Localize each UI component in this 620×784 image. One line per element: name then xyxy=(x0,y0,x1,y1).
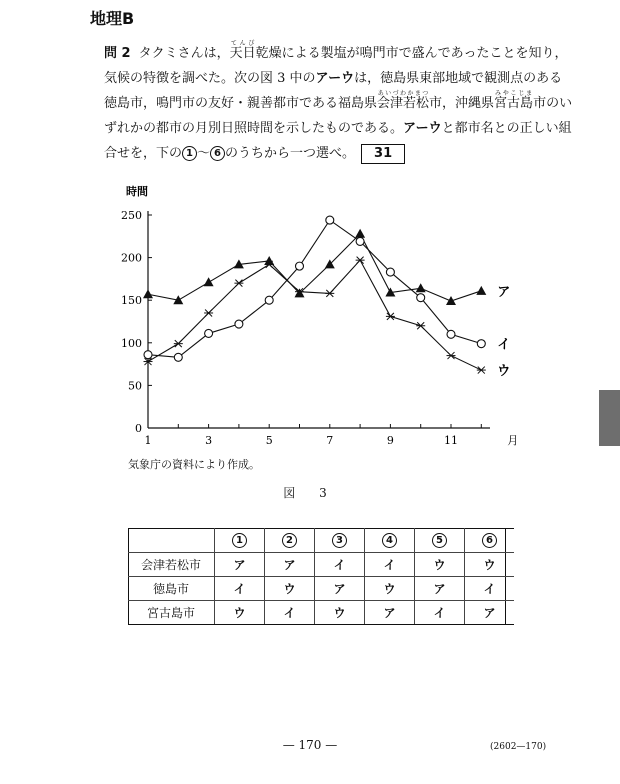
choice-6-circle: 6 xyxy=(210,146,225,161)
y-tick-label: 0 xyxy=(135,422,142,435)
choice-number-circle: 4 xyxy=(382,533,397,548)
data-point-triangle xyxy=(416,283,426,292)
data-point-circle xyxy=(174,353,182,361)
combination-cell: ア xyxy=(415,577,465,601)
data-point-circle xyxy=(296,262,304,270)
source-note: 気象庁の資料により作成。 xyxy=(128,458,260,471)
choice-1-circle: 1 xyxy=(182,146,197,161)
data-point-circle xyxy=(326,216,334,224)
choice-number-circle: 5 xyxy=(432,533,447,548)
combination-cell: ウ xyxy=(465,553,515,577)
series-label-2: イ xyxy=(497,337,511,353)
data-point-circle xyxy=(447,330,455,338)
combination-cell: ウ xyxy=(415,553,465,577)
combination-cell: ウ xyxy=(365,577,415,601)
combination-cell: ア xyxy=(465,601,515,625)
y-tick-label: 150 xyxy=(121,294,142,308)
page-number: — 170 — xyxy=(282,738,338,752)
x-tick-label: 9 xyxy=(386,434,394,447)
data-point-asterisk xyxy=(234,280,243,287)
question-text: 問 2 タクミさんは，天日てんぴ乾燥による製塩が鳴門市で盛んであったことを知り，気候の特徴を調べた。次の図 3 中のアーウは，徳島県東部地域で観測点のある徳島市，鳴門市の友好・親善都市である福島県会津若松あいづわかまつ市，沖縄県宮古島みやこじま市のいずれかの都市の月別日照時間を示したものである。アーウと都市名との正しい組合せを，下の 1 〜 6 のうちから一つ選べ。 31 xyxy=(104,40,574,166)
data-point-asterisk xyxy=(356,257,365,264)
table-row xyxy=(128,553,514,577)
series-label-1: ア xyxy=(497,284,511,300)
city-name-cell: 会津若松市 xyxy=(128,553,215,577)
table-row xyxy=(128,577,514,601)
choice-number-circle: 1 xyxy=(232,533,247,548)
sunshine-chart xyxy=(100,182,520,450)
side-index-tab xyxy=(599,390,620,446)
combination-cell: ア xyxy=(215,553,265,577)
data-point-triangle xyxy=(476,286,486,295)
series-label-3: ウ xyxy=(497,364,511,380)
data-point-triangle xyxy=(264,256,274,265)
data-point-circle xyxy=(205,329,213,337)
data-point-circle xyxy=(144,351,152,359)
y-tick-label: 100 xyxy=(121,336,142,350)
page-code: (2602—170) xyxy=(490,742,547,752)
data-point-asterisk xyxy=(416,322,425,329)
ruby-tenbi: 天日てんぴ xyxy=(229,40,256,61)
x-tick-label: 11 xyxy=(444,434,458,447)
combination-cell: イ xyxy=(415,601,465,625)
x-axis-label: 月 xyxy=(507,434,519,447)
combination-cell: イ xyxy=(365,553,415,577)
data-point-circle xyxy=(386,268,394,276)
table-header-row xyxy=(128,529,514,553)
combination-cell: ウ xyxy=(265,577,315,601)
table-row xyxy=(128,601,514,625)
answer-choice-table xyxy=(128,528,514,625)
combination-cell: イ xyxy=(215,577,265,601)
y-tick-label: 50 xyxy=(128,379,142,393)
data-point-asterisk xyxy=(477,367,486,374)
combination-cell: イ xyxy=(315,553,365,577)
y-tick-label: 200 xyxy=(121,251,142,265)
y-axis-label: 時間 xyxy=(126,185,148,198)
data-point-circle xyxy=(235,320,243,328)
data-point-asterisk xyxy=(325,290,334,297)
ruby-miyakojima: 宮古島みやこじま xyxy=(494,90,534,111)
x-tick-label: 5 xyxy=(265,434,273,447)
choice-header-1 xyxy=(215,529,265,553)
choice-header-3 xyxy=(315,529,365,553)
data-point-asterisk xyxy=(204,309,213,316)
data-point-triangle xyxy=(143,289,153,298)
combination-cell: ア xyxy=(365,601,415,625)
data-point-asterisk xyxy=(174,340,183,347)
table-corner xyxy=(128,529,215,553)
data-point-circle xyxy=(265,296,273,304)
choice-number-circle: 2 xyxy=(282,533,297,548)
choice-header-5 xyxy=(415,529,465,553)
data-point-asterisk xyxy=(386,313,395,320)
subject-title: 地理B xyxy=(90,9,135,28)
combination-cell: ア xyxy=(265,553,315,577)
x-tick-label: 3 xyxy=(205,434,213,447)
choice-header-6 xyxy=(465,529,515,553)
data-point-asterisk xyxy=(447,352,456,359)
ruby-aizuwakamatsu: 会津若松あいづわかまつ xyxy=(377,90,430,111)
data-point-triangle xyxy=(204,277,214,286)
data-point-circle xyxy=(477,340,485,348)
series-line-3 xyxy=(148,260,481,370)
x-tick-label: 1 xyxy=(144,434,152,447)
data-point-circle xyxy=(356,237,364,245)
x-tick-label: 7 xyxy=(326,434,334,447)
city-name-cell: 宮古島市 xyxy=(128,601,215,625)
city-name-cell: 徳島市 xyxy=(128,577,215,601)
data-point-triangle xyxy=(446,296,456,305)
answer-box[interactable]: 31 xyxy=(361,144,405,164)
y-tick-label: 250 xyxy=(121,209,142,222)
combination-cell: ア xyxy=(315,577,365,601)
choice-number-circle: 3 xyxy=(332,533,347,548)
combination-cell: イ xyxy=(265,601,315,625)
data-point-circle xyxy=(417,294,425,302)
choice-number-circle: 6 xyxy=(482,533,497,548)
combination-cell: ウ xyxy=(215,601,265,625)
choice-header-4 xyxy=(365,529,415,553)
figure-caption: 図 3 xyxy=(283,486,337,500)
combination-cell: イ xyxy=(465,577,515,601)
combination-cell: ウ xyxy=(315,601,365,625)
choice-header-2 xyxy=(265,529,315,553)
question-number: 問 2 xyxy=(104,46,131,61)
data-point-triangle xyxy=(355,229,365,238)
